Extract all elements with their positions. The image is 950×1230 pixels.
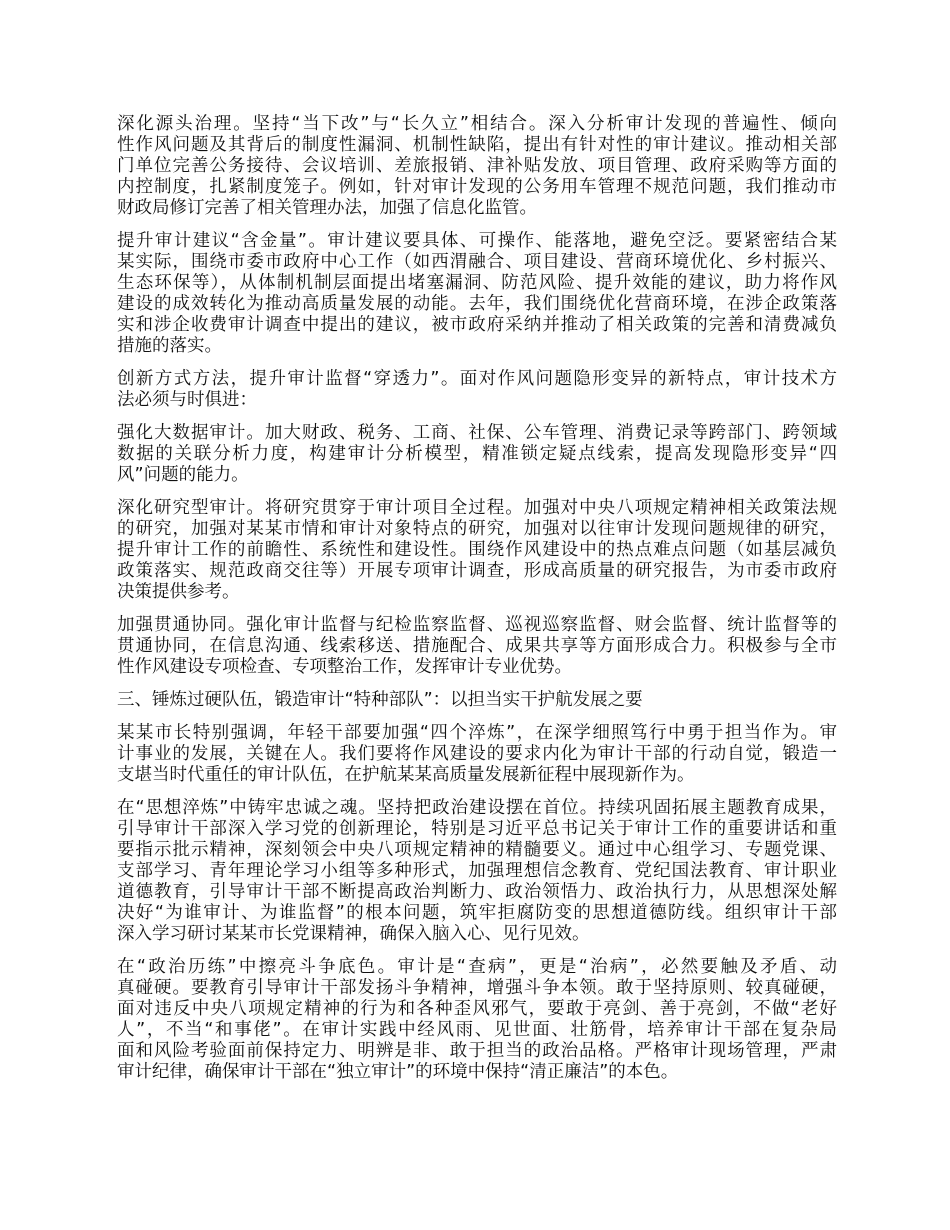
text-line: 建设的成效转化为推动高质量发展的动能。去年，我们围绕优化营商环境，在涉企政策落 xyxy=(117,294,837,314)
text-line: 提升审计工作的前瞻性、系统性和建设性。围绕作风建设中的热点难点问题（如基层减负 xyxy=(117,540,837,560)
text-line: 真碰硬。要教育引导审计干部发扬斗争精神，增强斗争本领。敢于坚持原则、较真碰硬， xyxy=(117,978,837,998)
text-line: 风”问题的能力。 xyxy=(117,465,249,485)
paragraph xyxy=(117,114,837,219)
text-line: 决策提供参考。 xyxy=(117,582,240,602)
text-line: 性作风问题及其背后的制度性漏洞、机制性缺陷，提出有针对性的审计建议。推动相关部 xyxy=(117,135,837,155)
text-line: 某某市长特别强调，年轻干部要加强“四个淬炼”，在深学细照笃行中勇于担当作为。审 xyxy=(117,723,837,743)
text-line: 提升审计建议“含金量”。审计建议要具体、可操作、能落地，避免空泛。要紧密结合某 xyxy=(117,231,837,251)
text-line: 在“思想淬炼”中铸牢忠诚之魂。坚持把政治建设摆在首位。持续巩固拓展主题教育成果， xyxy=(117,798,837,818)
text-line: 生态环保等），从体制机制层面提出堵塞漏洞、防范风险、提升效能的建议，助力将作风 xyxy=(117,273,837,293)
text-line: 措施的落实。 xyxy=(117,336,222,356)
text-line: 财政局修订完善了相关管理办法，加强了信息化监管。 xyxy=(117,198,537,218)
text-line: 创新方式方法，提升审计监督“穿透力”。面对作风问题隐形变异的新特点，审计技术方 xyxy=(117,369,837,389)
paragraph xyxy=(117,423,837,486)
text-line: 道德教育，引导审计干部不断提高政治判断力、政治领悟力、政治执行力，从思想深处解 xyxy=(117,882,837,902)
document-body xyxy=(117,114,837,1095)
paragraph xyxy=(117,798,837,945)
text-line: 人”，不当“和事佬”。在审计实践中经风雨、见世面、壮筋骨，培养审计干部在复杂局 xyxy=(117,1020,837,1040)
text-line: 深入学习研讨某某市长党课精神，确保入脑入心、见行见效。 xyxy=(117,924,590,944)
text-line: 三、锤炼过硬队伍，锻造审计“特种部队”：以担当实干护航发展之要 xyxy=(117,690,643,710)
text-line: 深化研究型审计。将研究贯穿于审计项目全过程。加强对中央八项规定精神相关政策法规 xyxy=(117,498,837,518)
paragraph xyxy=(117,231,837,357)
text-line: 法必须与时俱进： xyxy=(117,390,257,410)
paragraph xyxy=(117,957,837,1083)
text-line: 内控制度，扎紧制度笼子。例如，针对审计发现的公务用车管理不规范问题，我们推动市 xyxy=(117,177,837,197)
text-line: 支部学习、青年理论学习小组等多种形式，加强理想信念教育、党纪国法教育、审计职业 xyxy=(117,861,837,881)
text-line: 加强贯通协同。强化审计监督与纪检监察监督、巡视巡察监督、财会监督、统计监督等的 xyxy=(117,615,837,635)
text-line: 面和风险考验面前保持定力、明辨是非、敢于担当的政治品格。严格审计现场管理，严肃 xyxy=(117,1041,837,1061)
text-line: 在“政治历练”中擦亮斗争底色。审计是“查病”，更是“治病”，必然要触及矛盾、动 xyxy=(117,957,837,977)
text-line: 审计纪律，确保审计干部在“独立审计”的环境中保持“清正廉洁”的本色。 xyxy=(117,1062,679,1082)
text-line: 强化大数据审计。加大财政、税务、工商、社保、公车管理、消费记录等跨部门、跨领域 xyxy=(117,423,837,443)
text-line: 要指示批示精神，深刻领会中央八项规定精神的精髓要义。通过中心组学习、专题党课、 xyxy=(117,840,837,860)
paragraph xyxy=(117,615,837,678)
text-line: 计事业的发展，关键在人。我们要将作风建设的要求内化为审计干部的行动自觉，锻造一 xyxy=(117,744,837,764)
text-line: 面对违反中央八项规定精神的行为和各种歪风邪气，要敢于亮剑、善于亮剑，不做“老好 xyxy=(117,999,837,1019)
text-line: 某实际，围绕市委市政府中心工作（如西渭融合、项目建设、营商环境优化、乡村振兴、 xyxy=(117,252,837,272)
paragraph xyxy=(117,369,837,411)
text-line: 门单位完善公务接待、会议培训、差旅报销、津补贴发放、项目管理、政府采购等方面的 xyxy=(117,156,837,176)
text-line: 实和涉企收费审计调查中提出的建议，被市政府采纳并推动了相关政策的完善和清费减负 xyxy=(117,315,837,335)
section-heading xyxy=(117,690,837,711)
paragraph xyxy=(117,498,837,603)
text-line: 贯通协同，在信息沟通、线索移送、措施配合、成果共享等方面形成合力。积极参与全市 xyxy=(117,636,837,656)
text-line: 决好“为谁审计、为谁监督”的根本问题，筑牢拒腐防变的思想道德防线。组织审计干部 xyxy=(117,903,837,923)
text-line: 政策落实、规范政商交往等）开展专项审计调查，形成高质量的研究报告，为市委市政府 xyxy=(117,561,837,581)
text-line: 引导审计干部深入学习党的创新理论，特别是习近平总书记关于审计工作的重要讲话和重 xyxy=(117,819,837,839)
text-line: 支堪当时代重任的审计队伍，在护航某某高质量发展新征程中展现新作为。 xyxy=(117,765,695,785)
text-line: 深化源头治理。坚持“当下改”与“长久立”相结合。深入分析审计发现的普遍性、倾向 xyxy=(117,114,837,134)
paragraph xyxy=(117,723,837,786)
text-line: 数据的关联分析力度，构建审计分析模型，精准锁定疑点线索，提高发现隐形变异“四 xyxy=(117,444,837,464)
text-line: 的研究，加强对某某市情和审计对象特点的研究，加强对以往审计发现问题规律的研究， xyxy=(117,519,837,539)
text-line: 性作风建设专项检查、专项整治工作，发挥审计专业优势。 xyxy=(117,657,572,677)
